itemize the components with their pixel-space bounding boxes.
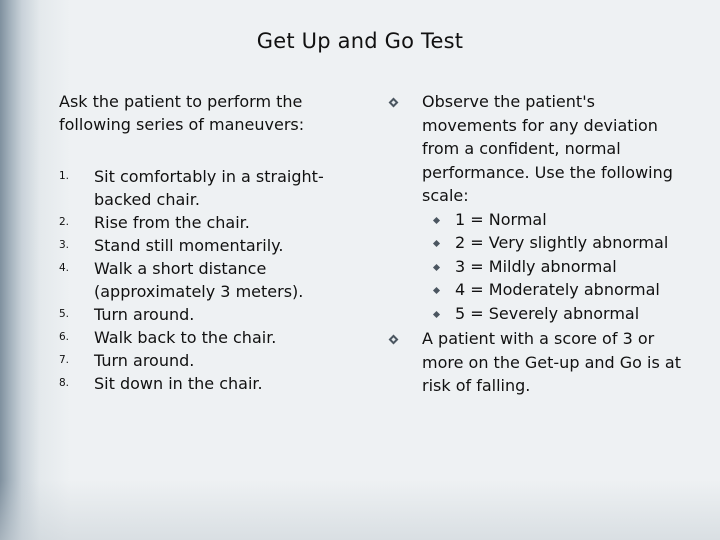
- list-item: [390, 302, 690, 326]
- scale-item: 2 = Very slightly abnormal: [455, 233, 669, 252]
- diamond-bullet-icon: [389, 335, 399, 345]
- observe-bullet: [390, 90, 690, 208]
- step-text: Turn around.: [94, 351, 195, 370]
- scale-item: 3 = Mildly abnormal: [455, 256, 617, 276]
- step-text: Sit down in the chair.: [94, 374, 263, 393]
- slide-title: Get Up and Go Test: [256, 29, 464, 53]
- diamond-bullet-icon: [433, 216, 440, 223]
- step-number: 1.: [59, 170, 70, 182]
- slide-background-shade: [0, 480, 720, 540]
- diamond-bullet-icon: [433, 240, 440, 247]
- maneuver-steps-list: [59, 165, 359, 395]
- scale-item: 1 = Normal: [455, 209, 547, 229]
- observation-column: [390, 90, 690, 398]
- step-text: Sit comfortably in a straight-backed chair.: [94, 167, 324, 209]
- list-item: [59, 349, 359, 372]
- step-number: 6.: [59, 331, 70, 343]
- diamond-bullet-icon: [433, 263, 440, 270]
- scale-item: 4 = Moderately abnormal: [455, 280, 660, 299]
- list-item: [390, 231, 690, 255]
- step-text: Stand still momentarily.: [94, 236, 284, 255]
- list-item: [59, 165, 359, 211]
- list-item: [59, 372, 359, 395]
- step-number: 3.: [59, 239, 70, 251]
- step-number: 5.: [59, 308, 70, 320]
- risk-text: A patient with a score of 3 or more on the Get-up and Go is at risk of falling.: [422, 329, 681, 395]
- instructions-intro: Ask the patient to perform the following series of maneuvers:: [59, 92, 305, 134]
- diamond-bullet-icon: [389, 98, 399, 108]
- rating-scale-list: [390, 208, 690, 326]
- list-item: [390, 255, 690, 279]
- step-text: Turn around.: [94, 305, 195, 324]
- step-number: 4.: [59, 262, 70, 274]
- risk-bullet: [390, 327, 690, 398]
- list-item: [59, 257, 359, 303]
- step-number: 7.: [59, 354, 70, 366]
- step-text: Walk a short distance (approximately 3 meters).: [94, 259, 304, 301]
- list-item: [59, 234, 359, 257]
- step-text: Rise from the chair.: [94, 213, 250, 232]
- list-item: [59, 326, 359, 349]
- list-item: [390, 208, 690, 232]
- step-number: 2.: [59, 216, 70, 228]
- scale-item: 5 = Severely abnormal: [455, 303, 640, 323]
- step-text: Walk back to the chair.: [94, 328, 277, 347]
- list-item: [59, 303, 359, 326]
- list-item: [390, 278, 690, 302]
- list-item: [59, 211, 359, 234]
- step-number: 8.: [59, 377, 70, 389]
- diamond-bullet-icon: [433, 287, 440, 294]
- diamond-bullet-icon: [433, 310, 440, 317]
- observe-text: Observe the patient's movements for any deviation from a confident, normal performance. Use the following scale:: [422, 92, 673, 205]
